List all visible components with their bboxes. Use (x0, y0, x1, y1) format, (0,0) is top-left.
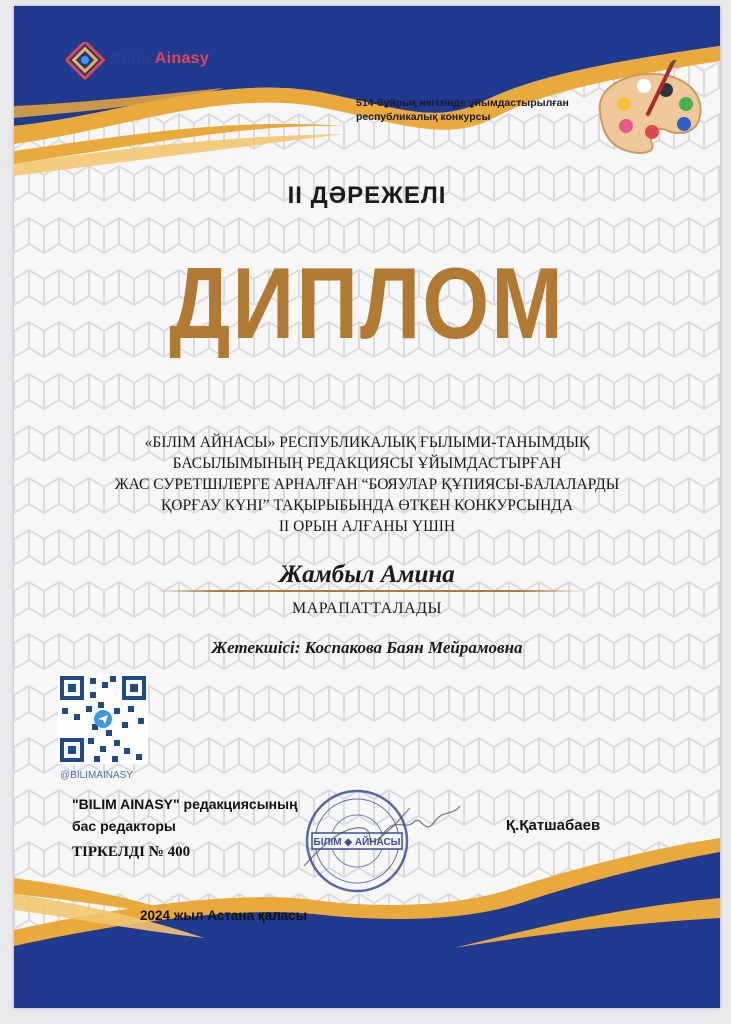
paint-palette-icon (586, 60, 710, 160)
signatory-name: Қ.Қатшабаев (506, 817, 601, 834)
description-line: II ОРЫН АЛҒАНЫ ҮШІН (278, 518, 456, 535)
editor-line-2: бас редакторы (72, 818, 176, 834)
diploma-sheet (14, 6, 720, 1008)
bilim-ainasy-logo-icon (66, 42, 106, 80)
brand-word-1: Bilim (110, 50, 151, 67)
registration-number: ТІРКЕЛДІ № 400 (72, 844, 191, 860)
brand-word-2: Ainasy (154, 50, 210, 67)
contest-note-line: 514-бұйрық негізінде ұйымдастырылған (356, 97, 569, 109)
name-underline (154, 590, 584, 592)
recipient-name: Жамбыл Амина (279, 561, 455, 588)
supervisor-line: Жетекшісі: Коспакова Баян Мейрамовна (211, 638, 523, 657)
awarded-text: МАРАПАТТАЛАДЫ (292, 600, 442, 617)
description-line: «БІЛІМ АЙНАСЫ» РЕСПУБЛИКАЛЫҚ ҒЫЛЫМИ-ТАНЫМДЫҚ (144, 434, 590, 451)
degree-heading: II ДӘРЕЖЕЛІ (287, 182, 447, 209)
bottom-wave-band (14, 838, 720, 1008)
qr-code (58, 674, 148, 764)
brand-logo-text (110, 50, 209, 68)
social-handle: @BILIMAINASY (60, 770, 133, 781)
description-line: ЖАС СУРЕТШІЛЕРГЕ АРНАЛҒАН “БОЯУЛАР ҚҰПИЯСЫ-БАЛАЛАРДЫ (114, 476, 620, 493)
diploma-title: ДИПЛОМ (169, 247, 565, 361)
description-line: ҚОРҒАУ КҮНІ” ТАҚЫРЫБЫНДА ӨТКЕН КОНКУРСЫНДА (160, 497, 574, 514)
contest-note (356, 96, 606, 124)
contest-note-line: республикалық конкурсы (356, 111, 491, 123)
description-line: БАСЫЛЫМЫНЫҢ РЕДАКЦИЯСЫ ҰЙЫМДАСТЫРҒАН (172, 455, 562, 472)
year-and-city: 2024 жыл Астана қаласы (140, 908, 308, 923)
seal-text: БІЛІМ ◆ АЙНАСЫ (313, 837, 401, 848)
award-description (74, 432, 660, 537)
editor-line-1: "BILIM AINASY" редакциясының (72, 796, 298, 812)
